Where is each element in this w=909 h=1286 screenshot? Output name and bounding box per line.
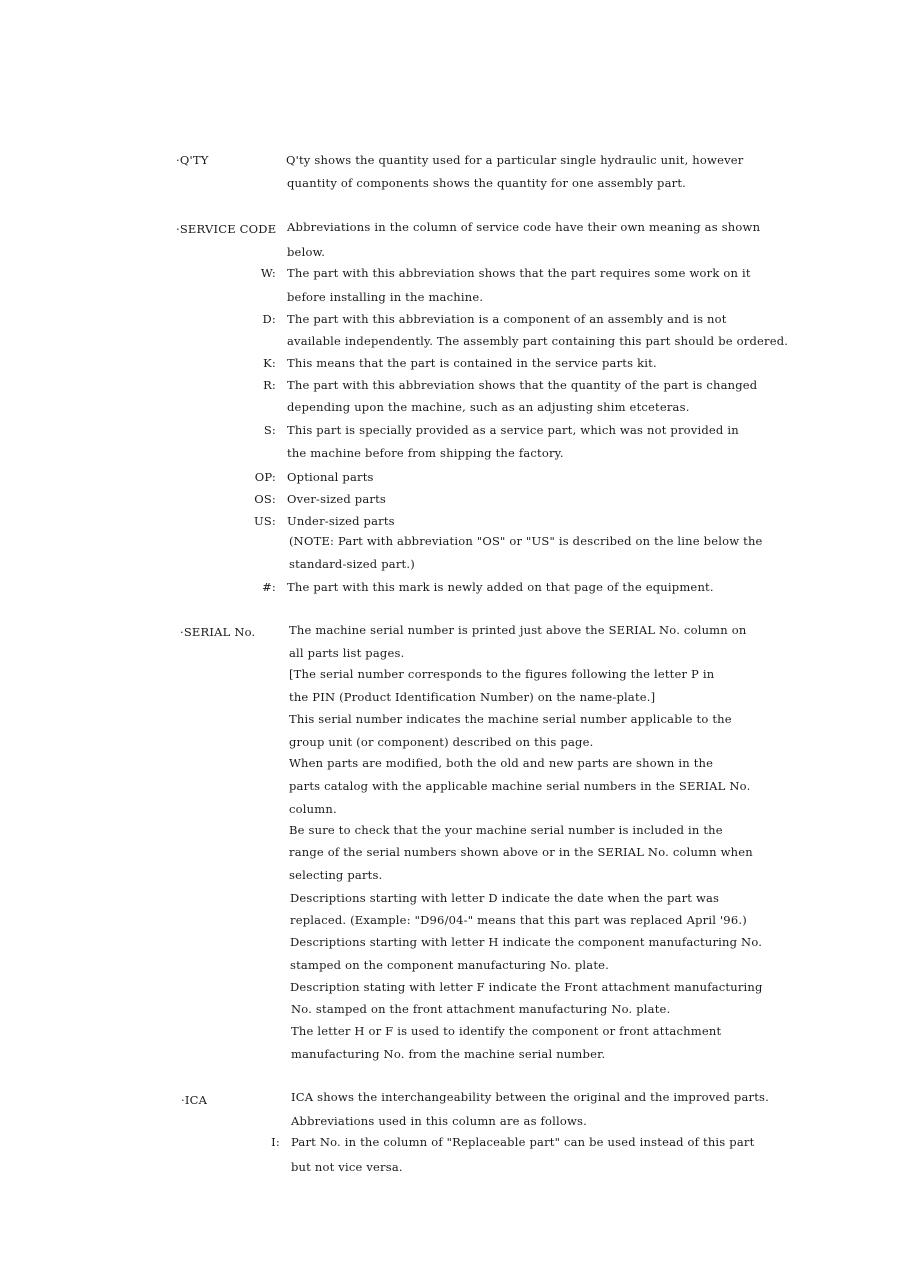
serial-line-10: Be sure to check that the your machine serial number is included in the [289,823,723,837]
serial-line-6: group unit (or component) described on this page. [289,735,594,749]
code-r-line-1: The part with this abbreviation shows that the quantity of the part is changed [287,378,758,392]
code-s-line-2: the machine before from shipping the factory. [287,446,564,460]
code-i-line-1: Part No. in the column of "Replaceable part" can be used instead of this part [291,1135,755,1149]
code-us-line-3: standard-sized part.) [289,557,415,571]
qty-line-1: Q'ty shows the quantity used for a particular single hydraulic unit, however [286,153,744,167]
code-r-line-2: depending upon the machine, such as an adjusting shim etceteras. [287,400,690,414]
code-hash-line-1: The part with this mark is newly added on that page of the equipment. [287,580,714,594]
serial-line-9: column. [289,802,337,816]
serial-line-20: manufacturing No. from the machine serial number. [291,1047,606,1061]
code-d-line-2: available independently. The assembly part containing this part should be ordered. [287,334,789,348]
term-service-code: ·SERVICE CODE [176,222,277,236]
code-k: K: [263,356,276,370]
serial-line-4: the PIN (Product Identification Number) on the name-plate.] [289,690,656,704]
serial-line-14: replaced. (Example: "D96/04-" means that this part was replaced April '96.) [290,913,747,927]
code-d: D: [262,312,276,326]
code-i: I: [271,1135,280,1149]
code-os-line-1: Over-sized parts [287,492,387,506]
ica-line-1: ICA shows the interchangeability between the original and the improved parts. [291,1090,770,1104]
code-us-line-1: Under-sized parts [287,514,395,528]
code-us-line-2: (NOTE: Part with abbreviation "OS" or "US" is described on the line below the [289,534,763,548]
term-qty: ·Q'TY [176,153,209,167]
code-s-line-1: This part is specially provided as a service part, which was not provided in [287,423,739,437]
serial-line-15: Descriptions starting with letter H indicate the component manufacturing No. [290,935,763,949]
serial-line-11: range of the serial numbers shown above or in the SERIAL No. column when [289,845,753,859]
code-r: R: [263,378,276,392]
serial-line-3: [The serial number corresponds to the figures following the letter P in [289,667,715,681]
code-us: US: [253,514,276,528]
service-code-intro-2: below. [287,245,326,259]
service-code-intro-1: Abbreviations in the column of service code have their own meaning as shown [287,220,761,234]
code-os: OS: [254,492,276,506]
qty-line-2: quantity of components shows the quantity for one assembly part. [287,176,686,190]
serial-line-16: stamped on the component manufacturing No. plate. [290,958,610,972]
term-serial-no: ·SERIAL No. [180,625,256,639]
serial-line-5: This serial number indicates the machine serial number applicable to the [289,712,732,726]
code-i-line-2: but not vice versa. [291,1160,403,1174]
code-w: W: [260,266,276,280]
code-k-line-1: This means that the part is contained in the service parts kit. [287,356,657,370]
code-hash: #: [262,580,276,594]
term-ica: ·ICA [181,1093,208,1107]
serial-line-2: all parts list pages. [289,646,405,660]
serial-line-12: selecting parts. [289,868,383,882]
code-d-line-1: The part with this abbreviation is a component of an assembly and is not [287,312,727,326]
serial-line-1: The machine serial number is printed just above the SERIAL No. column on [289,623,747,637]
serial-line-7: When parts are modified, both the old and new parts are shown in the [289,756,714,770]
serial-line-18: No. stamped on the front attachment manufacturing No. plate. [291,1002,671,1016]
serial-line-13: Descriptions starting with letter D indicate the date when the part was [290,891,720,905]
code-w-line-1: The part with this abbreviation shows that the part requires some work on it [287,266,751,280]
serial-line-19: The letter H or F is used to identify the component or front attachment [291,1024,722,1038]
code-s: S: [263,423,276,437]
ica-line-2: Abbreviations used in this column are as follows. [291,1114,587,1128]
code-op: OP: [254,470,276,484]
serial-line-8: parts catalog with the applicable machine serial numbers in the SERIAL No. [289,779,751,793]
code-w-line-2: before installing in the machine. [287,290,484,304]
code-op-line-1: Optional parts [287,470,374,484]
serial-line-17: Description stating with letter F indicate the Front attachment manufacturing [290,980,763,994]
